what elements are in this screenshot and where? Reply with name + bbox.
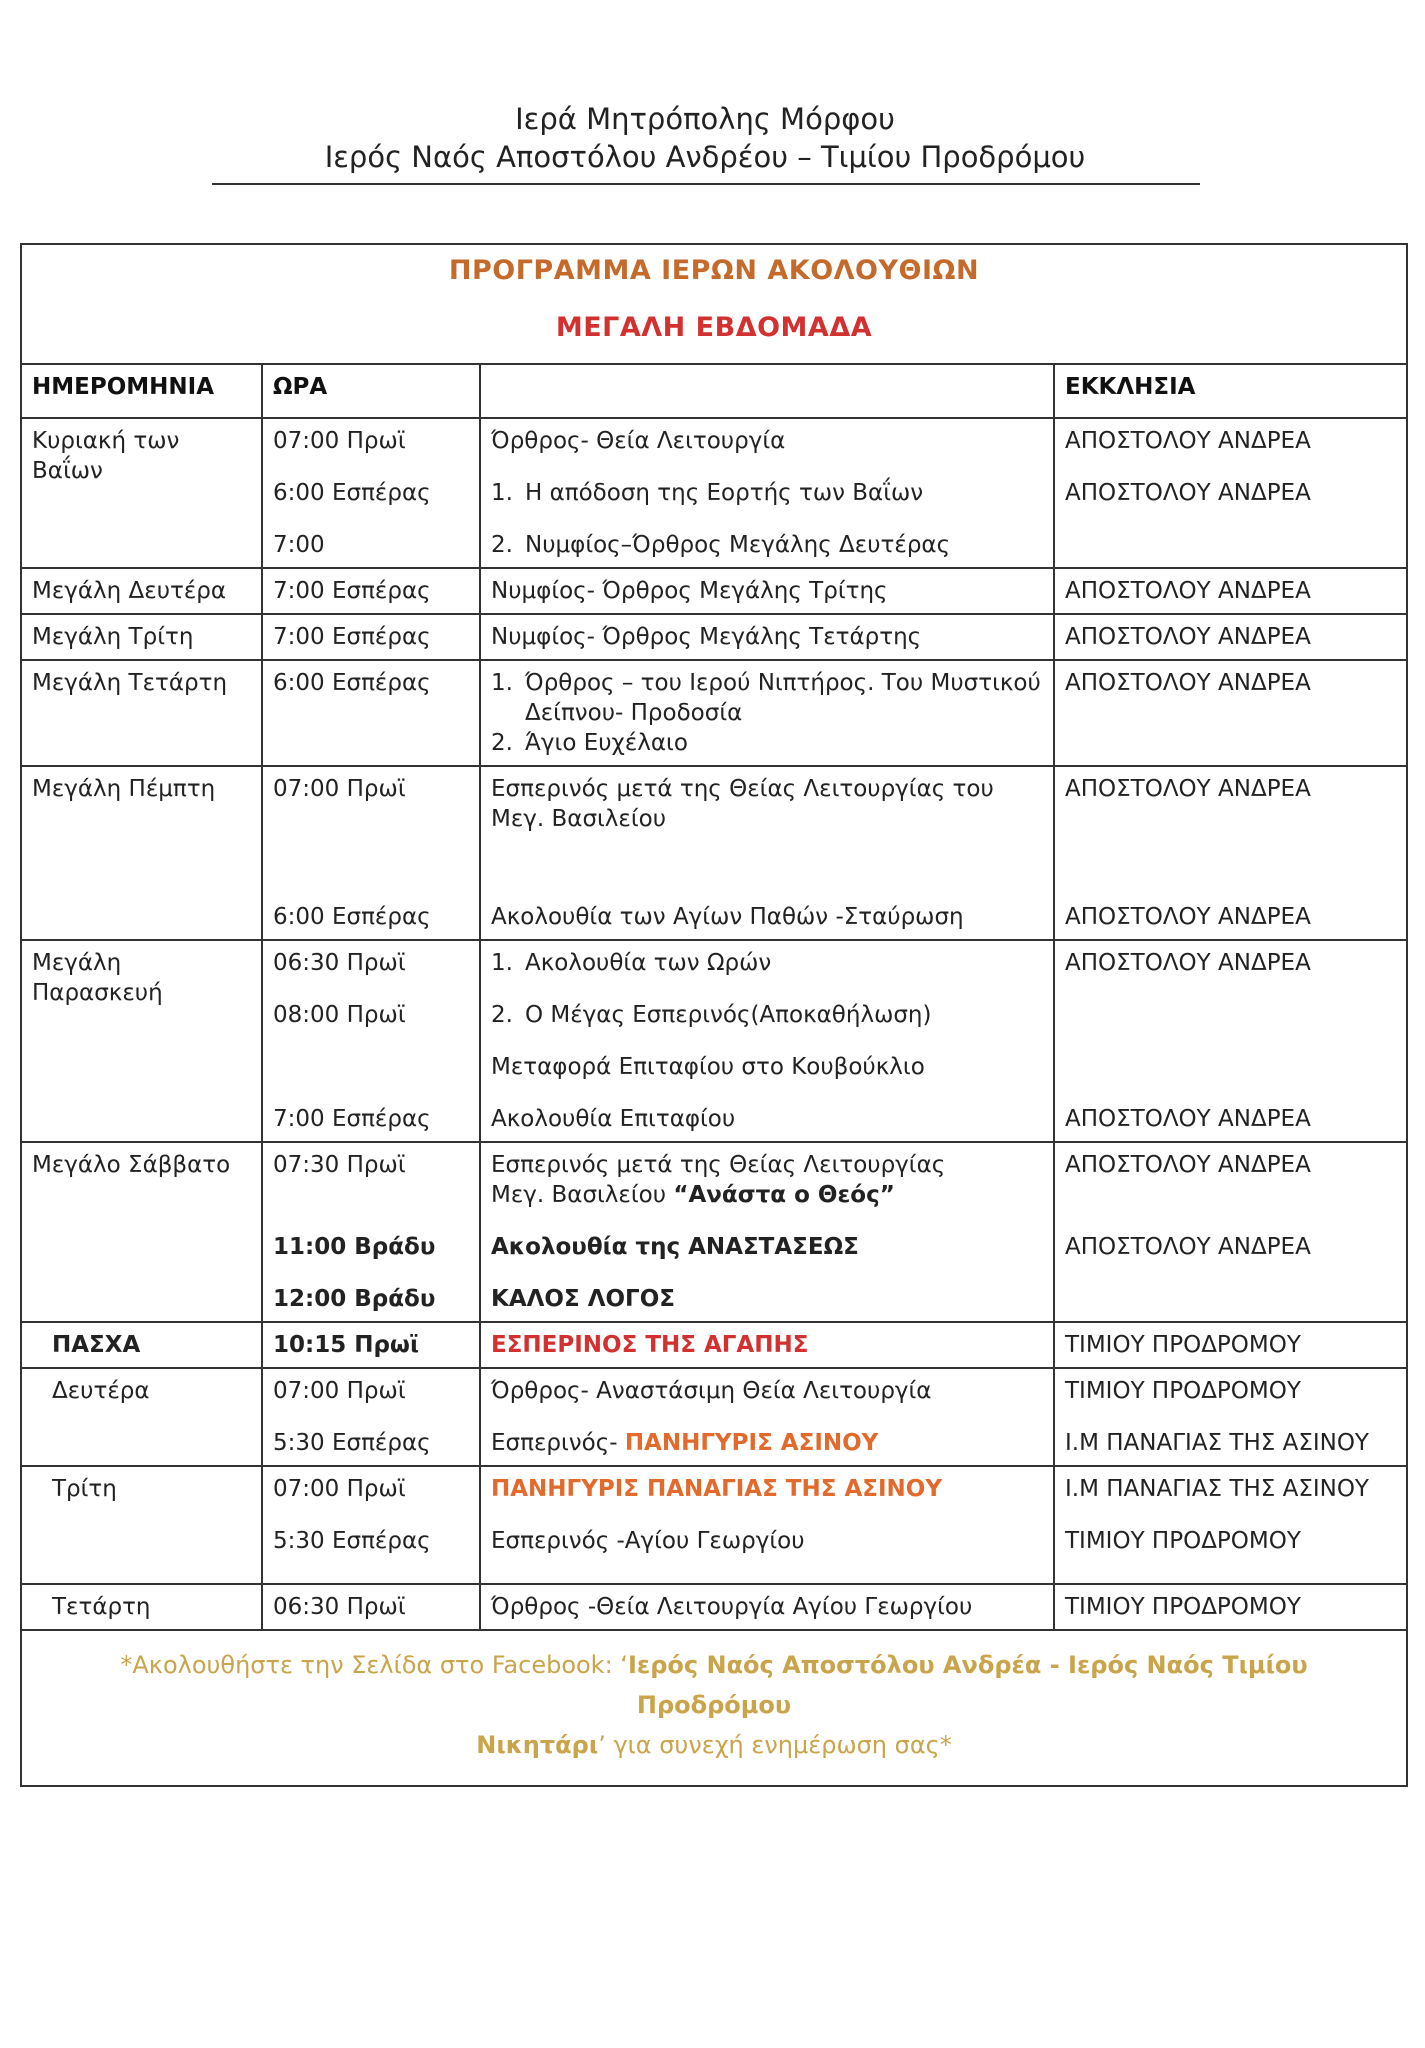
column-header-service <box>480 365 1054 418</box>
church-value: Ι.Μ ΠΑΝΑΓΙΑΣ ΤΗΣ ΑΣΙΝΟΥ <box>1065 1476 1369 1502</box>
table-row <box>22 418 1406 568</box>
church-name: Ιερός Ναός Αποστόλου Ανδρέου – Τιμίου Προδρόμου <box>324 140 1086 174</box>
service-value: Ακολουθία Επιταφίου <box>491 1106 736 1132</box>
service-cell: Νυμφίος- Όρθρος Μεγάλης Τετάρτης <box>480 614 1054 660</box>
time-value: 08:00 Πρωϊ <box>273 1002 406 1028</box>
church-cell: ΑΠΟΣΤΟΛΟΥ ΑΝΔΡΕΑ <box>1054 568 1406 614</box>
schedule-subtitle: ΜΕΓΑΛΗ ΕΒΔΟΜΑΔΑ <box>555 312 873 343</box>
table-header-row <box>22 365 1406 418</box>
column-header-date: ΗΜΕΡΟΜΗΝΙΑ <box>22 365 262 418</box>
schedule-table <box>22 365 1406 1631</box>
service-cell <box>480 660 1054 766</box>
date-cell: Μεγάλη Παρασκευή <box>22 940 262 1142</box>
table-row <box>22 1368 1406 1466</box>
service-cell <box>480 1142 1054 1322</box>
date-cell: Μεγάλο Σάββατο <box>22 1142 262 1322</box>
time-value: 06:30 Πρωϊ <box>273 950 406 976</box>
time-value: 6:00 Εσπέρας <box>273 904 431 930</box>
time-cell: 6:00 Εσπέρας <box>262 660 480 766</box>
time-value: 07:30 Πρωϊ <box>273 1152 406 1178</box>
table-row <box>22 660 1406 766</box>
date-cell: Δευτέρα <box>22 1368 262 1466</box>
time-cell: 06:30 Πρωϊ <box>262 1584 480 1630</box>
service-cell <box>480 940 1054 1142</box>
date-cell: Μεγάλη Τετάρτη <box>22 660 262 766</box>
table-row <box>22 1322 1406 1368</box>
column-header-time: ΩΡΑ <box>262 365 480 418</box>
service-cell: Όρθρος -Θεία Λειτουργία Αγίου Γεωργίου <box>480 1584 1054 1630</box>
service-value: Ακολουθία της ΑΝΑΣΤΑΣΕΩΣ <box>491 1234 859 1260</box>
church-value: ΑΠΟΣΤΟΛΟΥ ΑΝΔΡΕΑ <box>1065 776 1311 802</box>
time-cell <box>262 1466 480 1584</box>
schedule-title: ΠΡΟΓΡΑΜΜΑ ΙΕΡΩΝ ΑΚΟΛΟΥΘΙΩΝ <box>448 255 980 286</box>
church-cell: ΑΠΟΣΤΟΛΟΥ ΑΝΔΡΕΑ <box>1054 660 1406 766</box>
service-highlight: “Ανάστα ο Θεός” <box>673 1182 895 1208</box>
service-list-item: 2. Νυμφίος–Όρθρος Μεγάλης Δευτέρας <box>491 532 951 558</box>
service-list-item: 2. Άγιο Ευχέλαιο <box>491 730 688 756</box>
time-value: 07:00 Πρωϊ <box>273 1476 406 1502</box>
time-cell <box>262 1368 480 1466</box>
service-cell: Νυμφίος- Όρθρος Μεγάλης Τρίτης <box>480 568 1054 614</box>
date-cell: Κυριακή των Βαΐων <box>22 418 262 568</box>
service-value: Όρθρος- Αναστάσιμη Θεία Λειτουργία <box>491 1378 932 1404</box>
church-value: ΑΠΟΣΤΟΛΟΥ ΑΝΔΡΕΑ <box>1065 950 1311 976</box>
time-cell: 7:00 Εσπέρας <box>262 614 480 660</box>
time-value: 12:00 Βράδυ <box>273 1286 436 1312</box>
service-list-item: 1. Όρθρος – του Ιερού Νιπτήρος. Του Μυστικού Δείπνου- Προδοσία <box>491 670 1041 726</box>
table-row <box>22 1142 1406 1322</box>
church-value: ΑΠΟΣΤΟΛΟΥ ΑΝΔΡΕΑ <box>1065 904 1311 930</box>
service-cell <box>480 1466 1054 1584</box>
table-row <box>22 614 1406 660</box>
date-cell: Τετάρτη <box>22 1584 262 1630</box>
service-cell <box>480 418 1054 568</box>
service-value: Μεταφορά Επιταφίου στο Κουβούκλιο <box>491 1054 925 1080</box>
time-value: 7:00 <box>273 532 325 558</box>
service-list-item: 2. Ο Μέγας Εσπερινός(Αποκαθήλωση) <box>491 1002 932 1028</box>
table-row <box>22 766 1406 940</box>
church-cell <box>1054 418 1406 568</box>
table-row <box>22 568 1406 614</box>
time-value: 6:00 Εσπέρας <box>273 480 431 506</box>
time-cell <box>262 766 480 940</box>
table-row <box>22 940 1406 1142</box>
church-value: Ι.Μ ΠΑΝΑΓΙΑΣ ΤΗΣ ΑΣΙΝΟΥ <box>1065 1430 1369 1456</box>
service-value: Ακολουθία των Αγίων Παθών -Σταύρωση <box>491 904 964 930</box>
church-cell <box>1054 940 1406 1142</box>
service-value: ΚΑΛΟΣ ΛΟΓΟΣ <box>491 1286 675 1312</box>
time-cell <box>262 940 480 1142</box>
document-header <box>210 100 1200 176</box>
date-cell: Τρίτη <box>22 1466 262 1584</box>
church-value: ΤΙΜΙΟΥ ΠΡΟΔΡΟΜΟΥ <box>1065 1378 1301 1404</box>
church-value: ΑΠΟΣΤΟΛΟΥ ΑΝΔΡΕΑ <box>1065 480 1311 506</box>
church-value: ΑΠΟΣΤΟΛΟΥ ΑΝΔΡΕΑ <box>1065 1106 1311 1132</box>
time-cell: 10:15 Πρωϊ <box>262 1322 480 1368</box>
time-value: 07:00 Πρωϊ <box>273 428 406 454</box>
date-cell: Μεγάλη Δευτέρα <box>22 568 262 614</box>
column-header-church: ΕΚΚΛΗΣΙΑ <box>1054 365 1406 418</box>
service-list-item: 1. Ακολουθία των Ωρών <box>491 950 772 976</box>
church-cell: ΤΙΜΙΟΥ ΠΡΟΔΡΟΜΟΥ <box>1054 1322 1406 1368</box>
church-value: ΑΠΟΣΤΟΛΟΥ ΑΝΔΡΕΑ <box>1065 1152 1311 1178</box>
service-value: Εσπερινός μετά της Θείας Λειτουργίας <box>491 1152 946 1178</box>
service-cell <box>480 766 1054 940</box>
church-cell: ΤΙΜΙΟΥ ΠΡΟΔΡΟΜΟΥ <box>1054 1584 1406 1630</box>
service-value: Μεγ. Βασιλείου “Ανάστα ο Θεός” <box>491 1182 895 1208</box>
service-highlight: ΠΑΝΗΓΥΡΙΣ ΑΣΙΝΟΥ <box>624 1430 879 1456</box>
time-cell <box>262 1142 480 1322</box>
service-value: Εσπερινός μετά της Θείας Λειτουργίας του Μεγ. Βασιλείου <box>491 776 994 832</box>
date-cell: Μεγάλη Τρίτη <box>22 614 262 660</box>
time-value: 5:30 Εσπέρας <box>273 1430 431 1456</box>
church-cell <box>1054 1466 1406 1584</box>
service-cell <box>480 1368 1054 1466</box>
church-cell: ΑΠΟΣΤΟΛΟΥ ΑΝΔΡΕΑ <box>1054 614 1406 660</box>
table-row <box>22 1584 1406 1630</box>
time-value: 11:00 Βράδυ <box>273 1234 436 1260</box>
schedule-box <box>20 243 1408 1787</box>
service-value: Όρθρος- Θεία Λειτουργία <box>491 428 786 454</box>
time-value: 5:30 Εσπέρας <box>273 1528 431 1554</box>
church-value: ΤΙΜΙΟΥ ΠΡΟΔΡΟΜΟΥ <box>1065 1528 1301 1554</box>
facebook-page-name-line2: Νικητάρι <box>476 1731 599 1759</box>
church-cell <box>1054 766 1406 940</box>
table-row <box>22 1466 1406 1584</box>
time-cell <box>262 418 480 568</box>
date-cell: Μεγάλη Πέμπτη <box>22 766 262 940</box>
church-value: ΑΠΟΣΤΟΛΟΥ ΑΝΔΡΕΑ <box>1065 428 1311 454</box>
church-cell <box>1054 1368 1406 1466</box>
metropolis-name: Ιερά Μητρόπολης Μόρφου <box>515 102 895 136</box>
schedule-title-block <box>22 245 1406 365</box>
service-value: ΠΑΝΗΓΥΡΙΣ ΠΑΝΑΓΙΑΣ ΤΗΣ ΑΣΙΝΟΥ <box>491 1476 943 1502</box>
header-divider <box>212 183 1200 185</box>
church-cell <box>1054 1142 1406 1322</box>
service-cell: ΕΣΠΕΡΙΝΟΣ ΤΗΣ ΑΓΑΠΗΣ <box>480 1322 1054 1368</box>
service-value: Εσπερινός- ΠΑΝΗΓΥΡΙΣ ΑΣΙΝΟΥ <box>491 1430 879 1456</box>
time-value: 07:00 Πρωϊ <box>273 776 406 802</box>
service-list-item: 1. Η απόδοση της Εορτής των Βαΐων <box>491 480 924 506</box>
time-value: 7:00 Εσπέρας <box>273 1106 431 1132</box>
church-value: ΑΠΟΣΤΟΛΟΥ ΑΝΔΡΕΑ <box>1065 1234 1311 1260</box>
facebook-page-name: Ιερός Ναός Αποστόλου Ανδρέα - Ιερός Ναός Τιμίου Προδρόμου <box>627 1651 1308 1719</box>
date-cell: ΠΑΣΧΑ <box>22 1322 262 1368</box>
time-cell: 7:00 Εσπέρας <box>262 568 480 614</box>
facebook-note: *Ακολουθήστε την Σελίδα στο Facebook: ‘Ιερός Ναός Αποστόλου Ανδρέα - Ιερός Ναός Τιμίου Προδρόμου Νικητάρι’ για συνεχή ενημέρωση σας* <box>120 1651 1308 1759</box>
time-value: 07:00 Πρωϊ <box>273 1378 406 1404</box>
service-value: Εσπερινός -Αγίου Γεωργίου <box>491 1528 805 1554</box>
